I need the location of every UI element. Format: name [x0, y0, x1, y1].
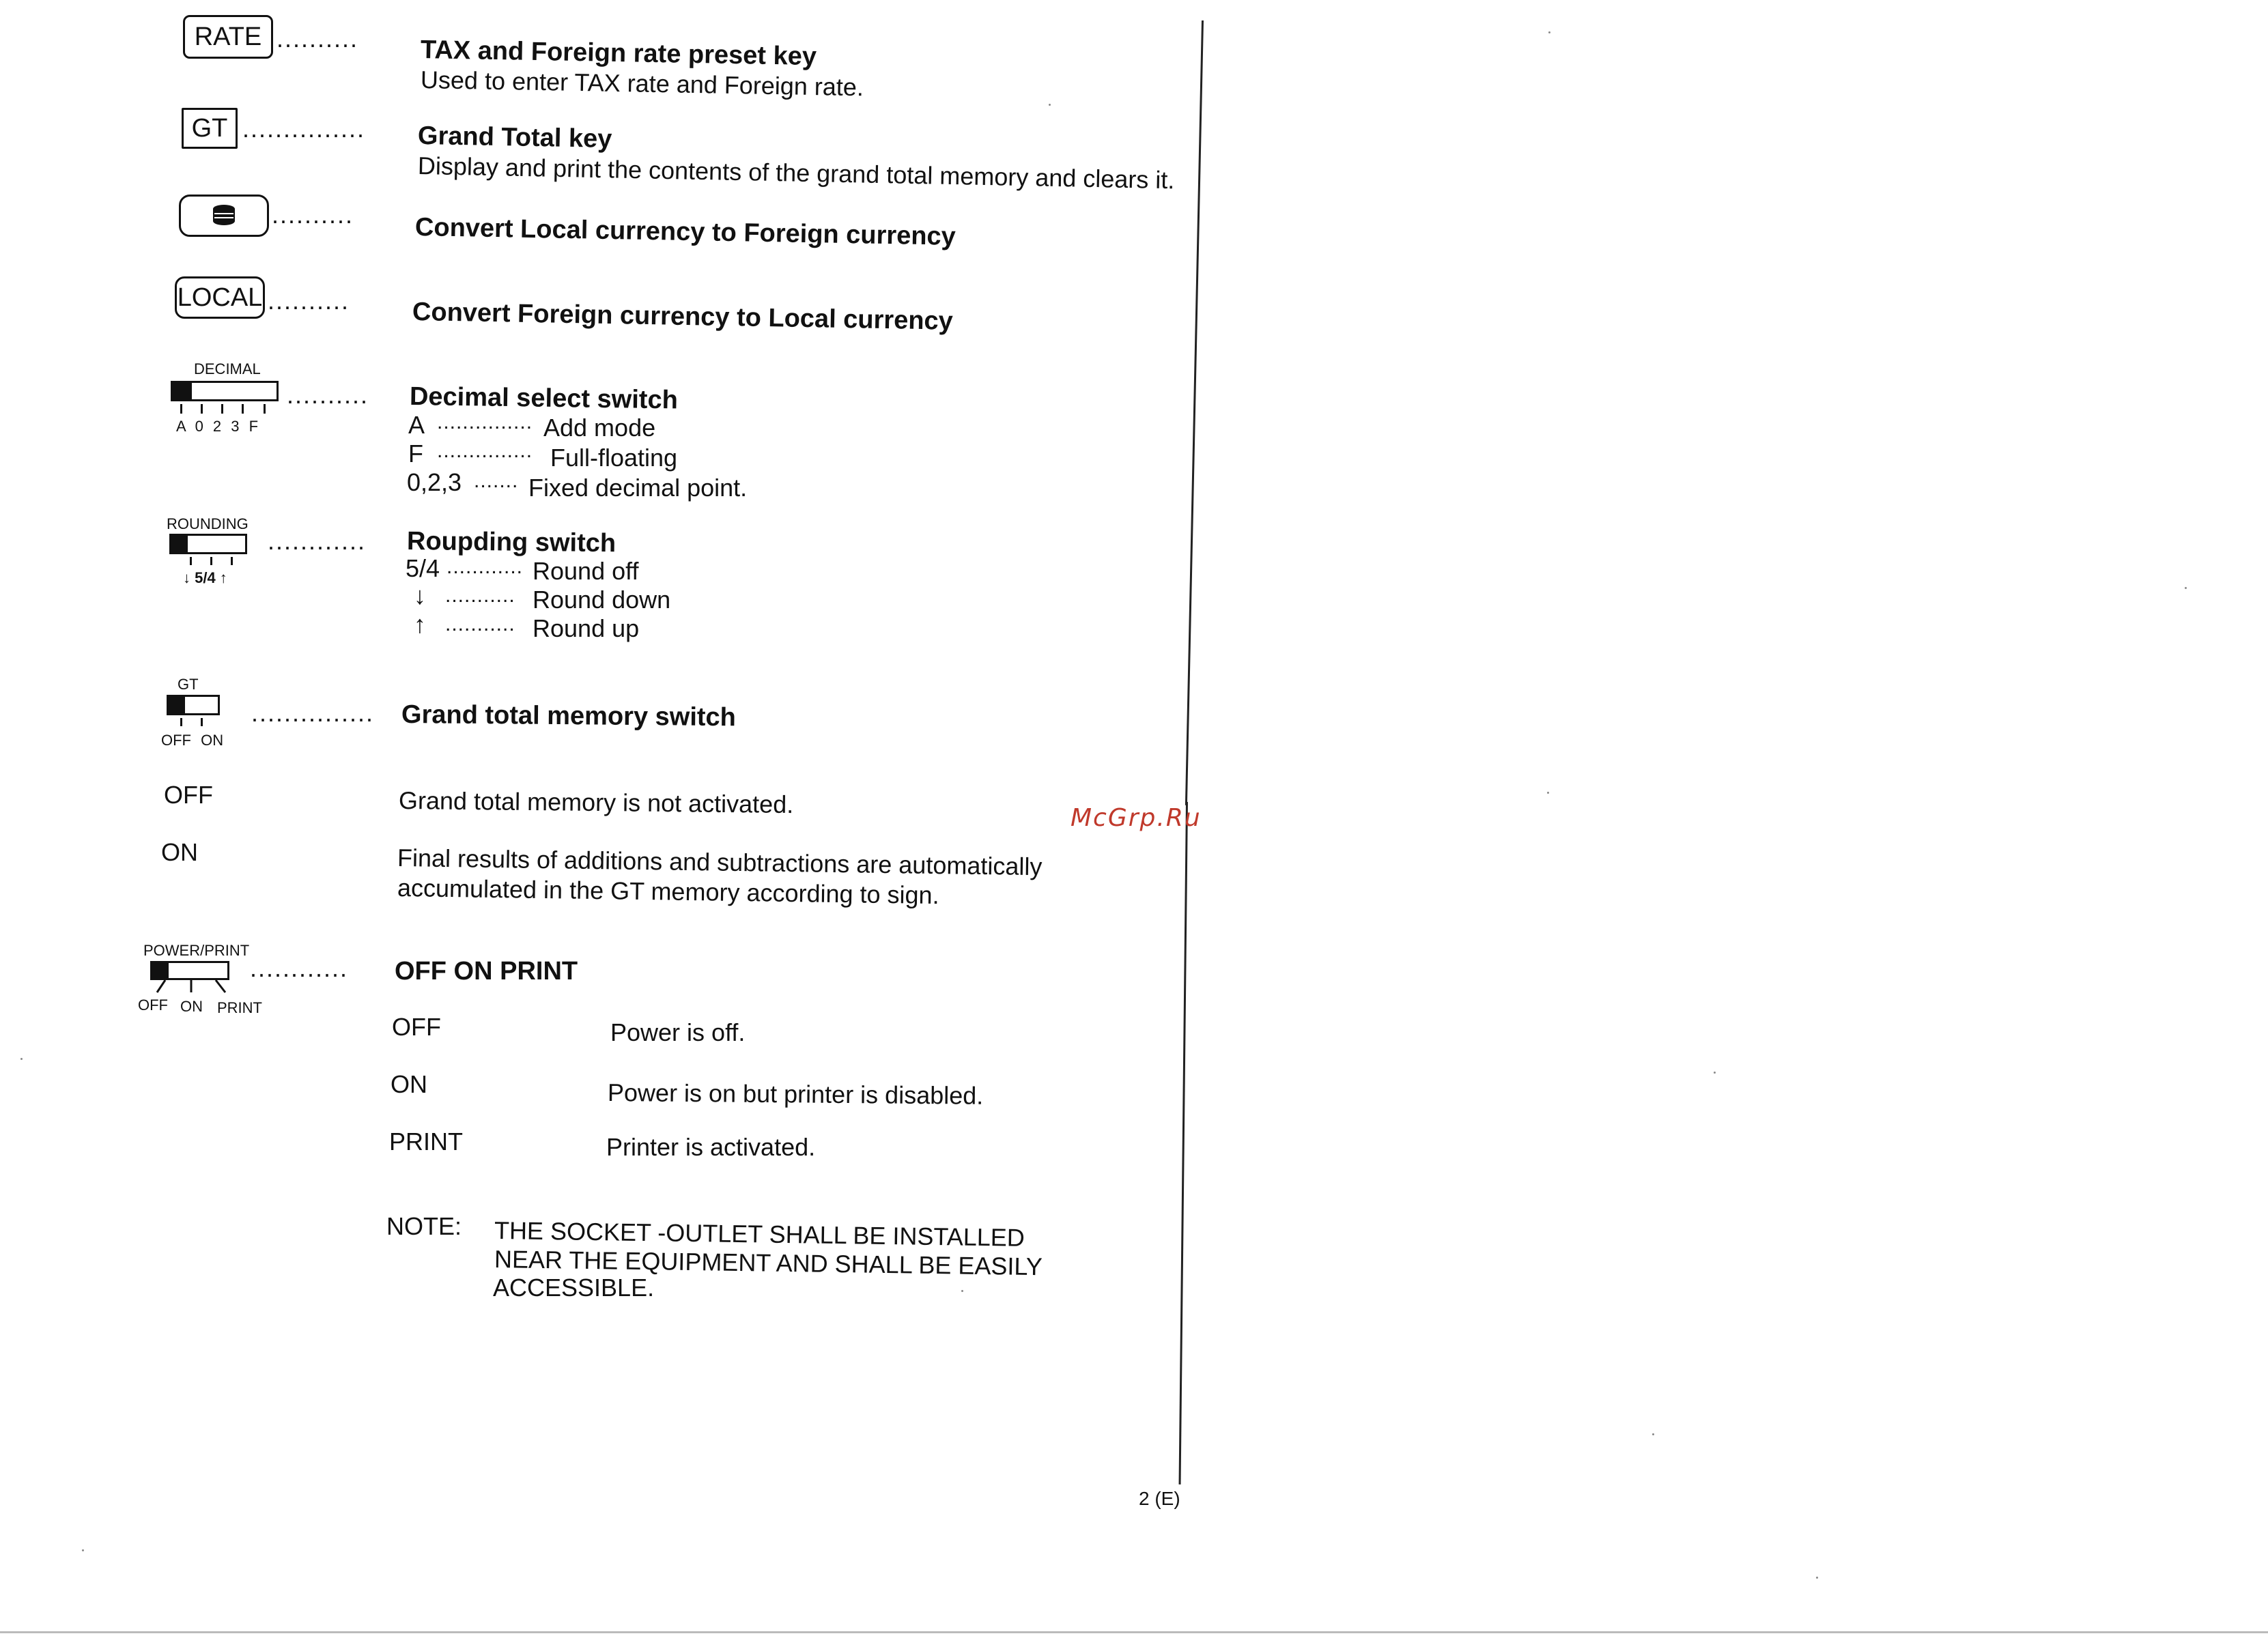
convert-foreign-title: Convert Local currency to Foreign currency: [414, 213, 956, 251]
gt-switch-title: Grand total memory switch: [401, 700, 737, 732]
decimal-tick: [201, 404, 203, 414]
decimal-title: Decimal select switch: [409, 382, 679, 415]
rate-key: [183, 15, 273, 59]
scan-speck: [1049, 104, 1051, 106]
power-row-key: ON: [391, 1070, 427, 1098]
gt-desc: Display and print the contents of the grand total memory and clears it.: [417, 152, 1175, 195]
rounding-row-value: Round down: [533, 586, 671, 614]
scan-speck: [1652, 1433, 1654, 1435]
rounding-title: Roupding switch: [406, 527, 616, 558]
gt-switch-row-key: OFF: [164, 781, 213, 809]
gt-memory-switch: [167, 695, 220, 715]
rate-desc: Used to enter TAX rate and Foreign rate.: [420, 66, 864, 102]
decimal-switch-knob: [173, 383, 192, 399]
decimal-switch-caption: DECIMAL: [194, 360, 261, 377]
gt-switch-knob: [169, 697, 185, 713]
local-key: [175, 276, 265, 319]
power-switch-pos-print: PRINT: [217, 999, 262, 1016]
rounding-switch-positions: ↓ 5/4 ↑: [183, 569, 227, 586]
rounding-row-dots: ............: [446, 556, 524, 578]
decimal-row-dots: ...............: [437, 440, 533, 462]
decimal-leader-dots: ..........: [287, 381, 369, 409]
rate-title: TAX and Foreign rate preset key: [420, 35, 817, 72]
decimal-row-key: 0,2,3: [407, 468, 462, 496]
power-switch-title: OFF ON PRINT: [395, 957, 578, 986]
rounding-tick: [231, 557, 233, 565]
gt-leader-dots: ...............: [242, 115, 366, 143]
gt-title: Grand Total key: [417, 121, 612, 154]
rounding-switch-caption: ROUNDING: [167, 515, 249, 532]
power-switch-knob: [152, 963, 169, 978]
local-key-label: LOCAL: [177, 283, 263, 312]
power-row-key: OFF: [392, 1013, 441, 1041]
rate-leader-dots: ..........: [277, 25, 359, 53]
power-switch-legs: [150, 980, 232, 994]
page-divider-line-lower: [1179, 802, 1188, 1484]
gt-switch-positions: OFF ON: [161, 732, 224, 749]
watermark: McGrp.Ru: [1071, 804, 1202, 832]
page-divider-line: [1185, 20, 1204, 805]
local-title: Convert Foreign currency to Local currency: [412, 298, 954, 336]
gt-switch-row-key: ON: [161, 838, 198, 866]
decimal-tick: [242, 404, 244, 414]
scan-speck: [2185, 587, 2187, 589]
rounding-row-dots: ...........: [445, 584, 515, 607]
gt-switch-tick: [201, 718, 203, 726]
rounding-leader-dots: ............: [268, 527, 367, 555]
gt-switch-caption: GT: [178, 676, 199, 693]
power-print-switch: [150, 961, 229, 980]
rounding-row-key: 5/4: [406, 554, 440, 582]
scan-speck: [20, 1058, 23, 1060]
gt-switch-row-value: Final results of additions and subtractions are automatically: [397, 844, 1043, 881]
gt-key-label: GT: [191, 113, 228, 143]
decimal-tick: [180, 404, 182, 414]
gt-switch-row-value-2: accumulated in the GT memory according to sign.: [397, 874, 939, 910]
decimal-row-key: A: [408, 411, 425, 439]
convert-foreign-leader-dots: ..........: [272, 201, 354, 229]
decimal-row-key: F: [408, 440, 423, 468]
note-line-2: NEAR THE EQUIPMENT AND SHALL BE EASILY: [494, 1245, 1043, 1281]
scan-speck: [82, 1549, 84, 1551]
decimal-switch-positions: A 0 2 3 F: [176, 418, 259, 435]
decimal-row-value: Add mode: [543, 414, 656, 442]
note-line-1: THE SOCKET -OUTLET SHALL BE INSTALLED: [494, 1216, 1025, 1252]
rounding-tick: [190, 557, 192, 565]
local-leader-dots: ..........: [268, 287, 350, 315]
decimal-row-dots: .......: [474, 470, 519, 492]
scan-bottom-edge: [0, 1631, 2268, 1633]
decimal-tick: [264, 404, 266, 414]
power-switch-pos-on: ON: [180, 998, 203, 1015]
rounding-row-dots: ...........: [445, 613, 515, 635]
rounding-row-key: ↓: [414, 582, 426, 609]
power-row-key: PRINT: [389, 1128, 463, 1156]
rounding-tick: [210, 557, 212, 565]
power-row-value: Power is on but printer is disabled.: [607, 1078, 984, 1110]
power-row-value: Power is off.: [610, 1018, 746, 1046]
note-label: NOTE:: [386, 1212, 462, 1240]
coin-stack-icon: [210, 203, 238, 228]
rounding-switch: [169, 534, 247, 554]
rate-key-label: RATE: [194, 22, 262, 51]
decimal-row-value: Fixed decimal point.: [528, 474, 748, 502]
scan-speck: [1714, 1072, 1716, 1074]
rounding-row-value: Round off: [533, 557, 639, 585]
gt-switch-row-value: Grand total memory is not activated.: [398, 786, 794, 819]
rounding-switch-knob: [171, 536, 188, 552]
page-number: 2 (E): [1139, 1488, 1180, 1509]
scan-speck: [1548, 31, 1550, 33]
scan-speck: [1547, 792, 1549, 794]
scan-speck: [961, 1290, 963, 1292]
convert-foreign-key: [179, 195, 269, 237]
decimal-switch: [171, 381, 279, 401]
rounding-row-value: Round up: [533, 614, 640, 642]
decimal-row-value: Full-floating: [550, 444, 678, 472]
scan-speck: [1816, 1577, 1818, 1579]
gt-key: [182, 108, 238, 149]
gt-switch-tick: [180, 718, 182, 726]
gt-switch-leader-dots: ...............: [251, 699, 375, 727]
power-switch-pos-off: OFF: [138, 996, 168, 1014]
decimal-row-dots: ...............: [437, 411, 533, 433]
decimal-tick: [221, 404, 223, 414]
power-row-value: Printer is activated.: [606, 1133, 816, 1161]
rounding-row-key: ↑: [414, 610, 426, 638]
power-switch-leader-dots: ............: [250, 954, 349, 982]
power-switch-caption: POWER/PRINT: [143, 942, 250, 959]
note-line-3: ACCESSIBLE.: [493, 1274, 655, 1302]
